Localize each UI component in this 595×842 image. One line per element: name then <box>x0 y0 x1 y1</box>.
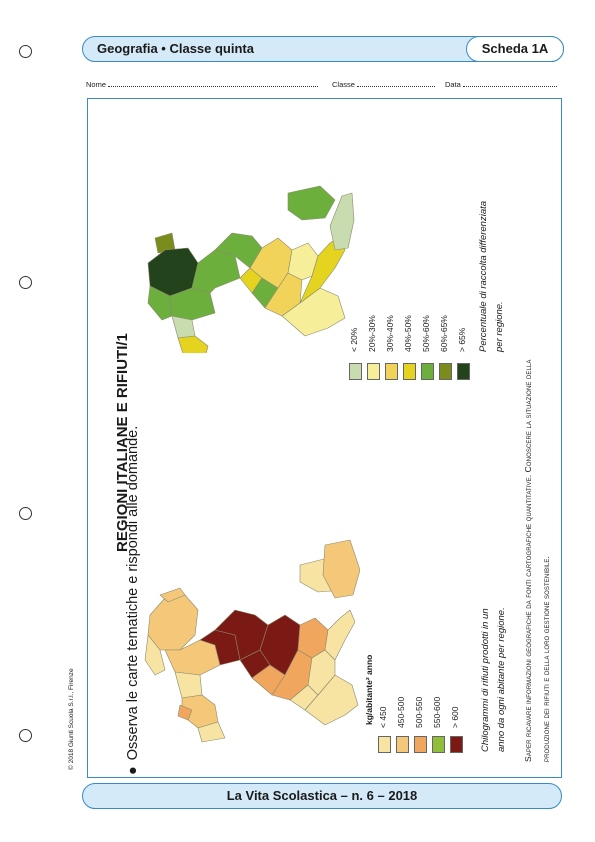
legend-label: 450-500 <box>396 696 406 728</box>
legend-label: 50%-60% <box>421 315 431 352</box>
legend-swatch <box>439 363 452 380</box>
legend-swatch <box>421 363 434 380</box>
region-calabria <box>325 610 355 660</box>
legend-swatch <box>385 363 398 380</box>
binder-hole <box>19 729 32 742</box>
instruction <box>125 426 141 775</box>
header-bar <box>82 36 564 62</box>
page-title: REGIONI ITALIANE E RIFIUTI/1 <box>114 333 131 552</box>
region-emilia <box>192 250 240 293</box>
objective-line: Saper ricavare informazioni geografiche da fonti cartografiche quantitative. Conoscere la situazione della <box>523 359 533 762</box>
subject-label: Geografia • Classe quinta <box>97 41 254 56</box>
binder-hole <box>19 45 32 58</box>
legend-swatch <box>414 736 427 753</box>
caption-line: anno da ogni abitante per regione. <box>496 607 507 752</box>
caption-map1 <box>478 502 510 752</box>
date-field-label: Data <box>445 80 461 89</box>
caption-line: Chilogrammi di rifiuti prodotti in un <box>480 608 491 752</box>
legend-swatch <box>349 363 362 380</box>
legend-label: > 600 <box>450 706 460 728</box>
caption-map2 <box>476 132 508 352</box>
region-veneto <box>178 336 208 353</box>
legend-label: < 20% <box>349 327 359 352</box>
caption-line: per regione. <box>494 301 505 352</box>
legend-swatch <box>367 363 380 380</box>
legend-swatch <box>432 736 445 753</box>
legend-title: kg/abitante² anno <box>364 654 374 725</box>
legend-swatch <box>396 736 409 753</box>
map-separate-collection <box>140 138 365 353</box>
footer-bar: La Vita Scolastica – n. 6 – 2018 <box>82 783 562 809</box>
binder-hole <box>19 276 32 289</box>
legend-label: 40%-50% <box>403 315 413 352</box>
instruction-text: Osserva le carte tematiche e rispondi alle domande. <box>125 425 141 761</box>
learning-objective <box>519 360 555 762</box>
name-field-label: Nome <box>86 80 107 89</box>
binder-hole <box>19 507 32 520</box>
region-piemonte <box>148 595 198 650</box>
legend-swatch <box>450 736 463 753</box>
sheet-label: Scheda 1A <box>466 36 564 62</box>
legend-label: 20%-30% <box>367 315 377 352</box>
legend-label: 500-550 <box>414 696 424 728</box>
legend-label: < 450 <box>378 706 388 728</box>
bullet-icon: ● <box>125 766 141 775</box>
legend-swatch <box>378 736 391 753</box>
legend-label: 550-600 <box>432 696 442 728</box>
legend-swatch <box>403 363 416 380</box>
legend-label: > 65% <box>457 327 467 352</box>
caption-line: Percentuale di raccolta differenziata <box>478 200 489 352</box>
region-sicilia <box>288 186 335 220</box>
legend-label: 30%-40% <box>385 315 395 352</box>
class-field[interactable] <box>332 80 435 89</box>
class-field-label: Classe <box>332 80 355 89</box>
legend-swatch <box>457 363 470 380</box>
date-field[interactable] <box>445 80 557 89</box>
copyright: © 2018 Giunti Scuola S.r.l., Firenze <box>68 668 75 770</box>
region-trentino <box>175 672 202 698</box>
legend-label: 60%-65% <box>439 315 449 352</box>
map-waste-production <box>140 500 360 750</box>
objective-line: produzione dei rifiuti e della loro gestione sostenibile. <box>541 556 551 762</box>
name-field[interactable] <box>86 80 318 89</box>
